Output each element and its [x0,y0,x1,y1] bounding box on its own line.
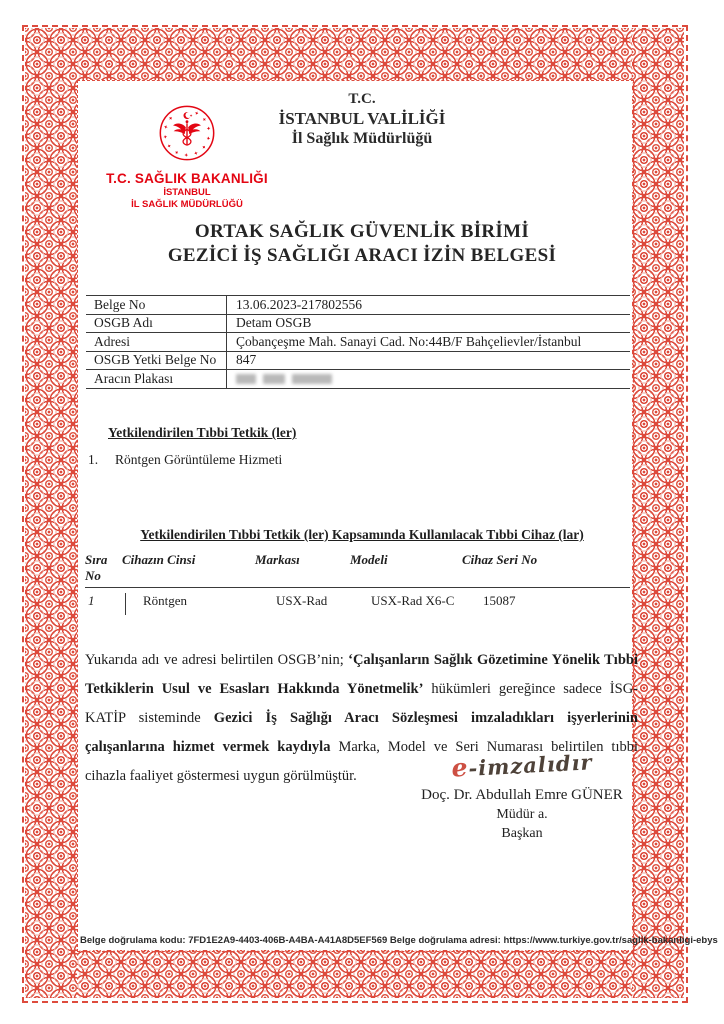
paragraph-segment: Gezici İş Sağlığı Aracı Sözleşmesi imzaladıkları işyerlerinin çalışanlarına hizmet vermek kaydıyla [85,710,638,755]
device-row [85,588,630,615]
device-marka: USX-Rad [276,593,328,608]
col-markasi: Markası [255,552,300,567]
redacted-plate-segment [263,374,285,384]
crescent-star-icon [184,112,193,119]
paragraph-segment: Marka, Model ve Seri Numarası belirtilen tıbbi cihazla faaliyet göstermesi uygun görülmüştür. [85,739,639,784]
redacted-plate-segment [236,374,256,384]
verification-code: 7FD1E2A9-4403-406B-A4BA-A41A8D5EF569 [188,935,388,946]
info-row [86,296,630,315]
verification-line [80,935,718,946]
signer-name: Doç. Dr. Abdullah Emre GÜNER [421,787,623,803]
e-signature-mark: e-imzalıdır [450,749,594,783]
tests-list [88,452,282,468]
ministry-logo-block [104,104,270,211]
field-value: Çobançeşme Mah. Sanayi Cad. No:44B/F Bahçelievler/İstanbul [236,333,582,349]
letterhead-tc: T.C. [348,91,376,107]
ministry-department: İL SAĞLIK MÜDÜRLÜĞÜ [131,199,243,210]
col-cihazin-cinsi: Cihazın Cinsi [122,552,196,567]
info-row [86,352,630,371]
info-row [86,333,630,352]
info-row [86,370,630,389]
field-value [227,370,339,388]
field-value: Detam OSGB [236,315,312,331]
device-cins: Röntgen [143,593,188,608]
info-row [86,315,630,334]
col-sira-no: Sıra No [85,552,108,583]
tests-heading: Yetkilendirilen Tıbbi Tetkik (ler) [108,425,297,440]
test-item-text: Röntgen Görüntüleme Hizmeti [115,452,283,467]
device-table [85,552,630,615]
letterhead-department: İl Sağlık Müdürlüğü [291,130,433,147]
field-value: 13.06.2023-217802556 [236,296,362,312]
paragraph-segment: ‘Çalışanların Sağlık Gözetimine Yönelik Tıbbi Tetkiklerin Usul ve Esasları Hakkında Yönetmelik’ [85,652,638,697]
field-value: 847 [236,352,257,368]
verification-code-label: Belge doğrulama kodu: [80,935,189,946]
device-sira-no: 1 [85,593,126,615]
device-table-header [85,552,630,588]
signature-block [402,750,642,843]
test-item-number: 1. [88,452,99,467]
paragraph-segment: Yukarıda adı ve adresi belirtilen OSGB’nin; [85,652,349,668]
verification-address-label: Belge doğrulama adresi: [387,935,504,946]
paragraph-segment: hükümleri gereğince sadece İSG-KATİP sisteminde [85,681,638,726]
verification-address: https://www.turkiye.gov.tr/saglik-bakanligi-ebys [503,935,718,946]
device-table-body [85,588,630,615]
caduceus-icon [173,120,201,145]
letterhead-office: İSTANBUL VALİLİĞİ [278,109,446,128]
test-item [88,452,282,468]
field-label: Adresi [86,333,227,351]
signer-title: Müdür a. [496,807,548,822]
lace-border-left [25,28,77,998]
field-label: Aracın Plakası [86,370,227,388]
signer-role: Başkan [501,826,543,841]
lace-border-right [632,28,684,998]
col-cihaz-seri-no: Cihaz Seri No [462,552,538,567]
document-title-line2: GEZİCİ İŞ SAĞLIĞI ARACI İZİN BELGESİ [167,245,557,266]
field-label: OSGB Adı [86,315,227,333]
info-table [86,295,630,389]
document-title-line1: ORTAK SAĞLIK GÜVENLİK BİRİMİ [194,221,530,242]
field-label: OSGB Yetki Belge No [86,352,227,370]
field-label: Belge No [86,296,227,314]
device-model: USX-Rad X6-C [371,593,455,608]
lace-border-bottom [25,950,684,998]
redacted-plate-segment [292,374,332,384]
ministry-name: T.C. SAĞLIK BAKANLIĞI [106,171,268,186]
device-seri-no: 15087 [483,593,516,608]
col-modeli: Modeli [350,552,388,567]
devices-heading: Yetkilendirilen Tıbbi Tetkik (ler) Kapsamında Kullanılacak Tıbbi Cihaz (lar) [140,527,584,542]
document-title [0,220,724,268]
health-ministry-emblem-icon [158,104,216,162]
ministry-city: İSTANBUL [163,187,211,198]
lace-border-top [25,28,684,80]
